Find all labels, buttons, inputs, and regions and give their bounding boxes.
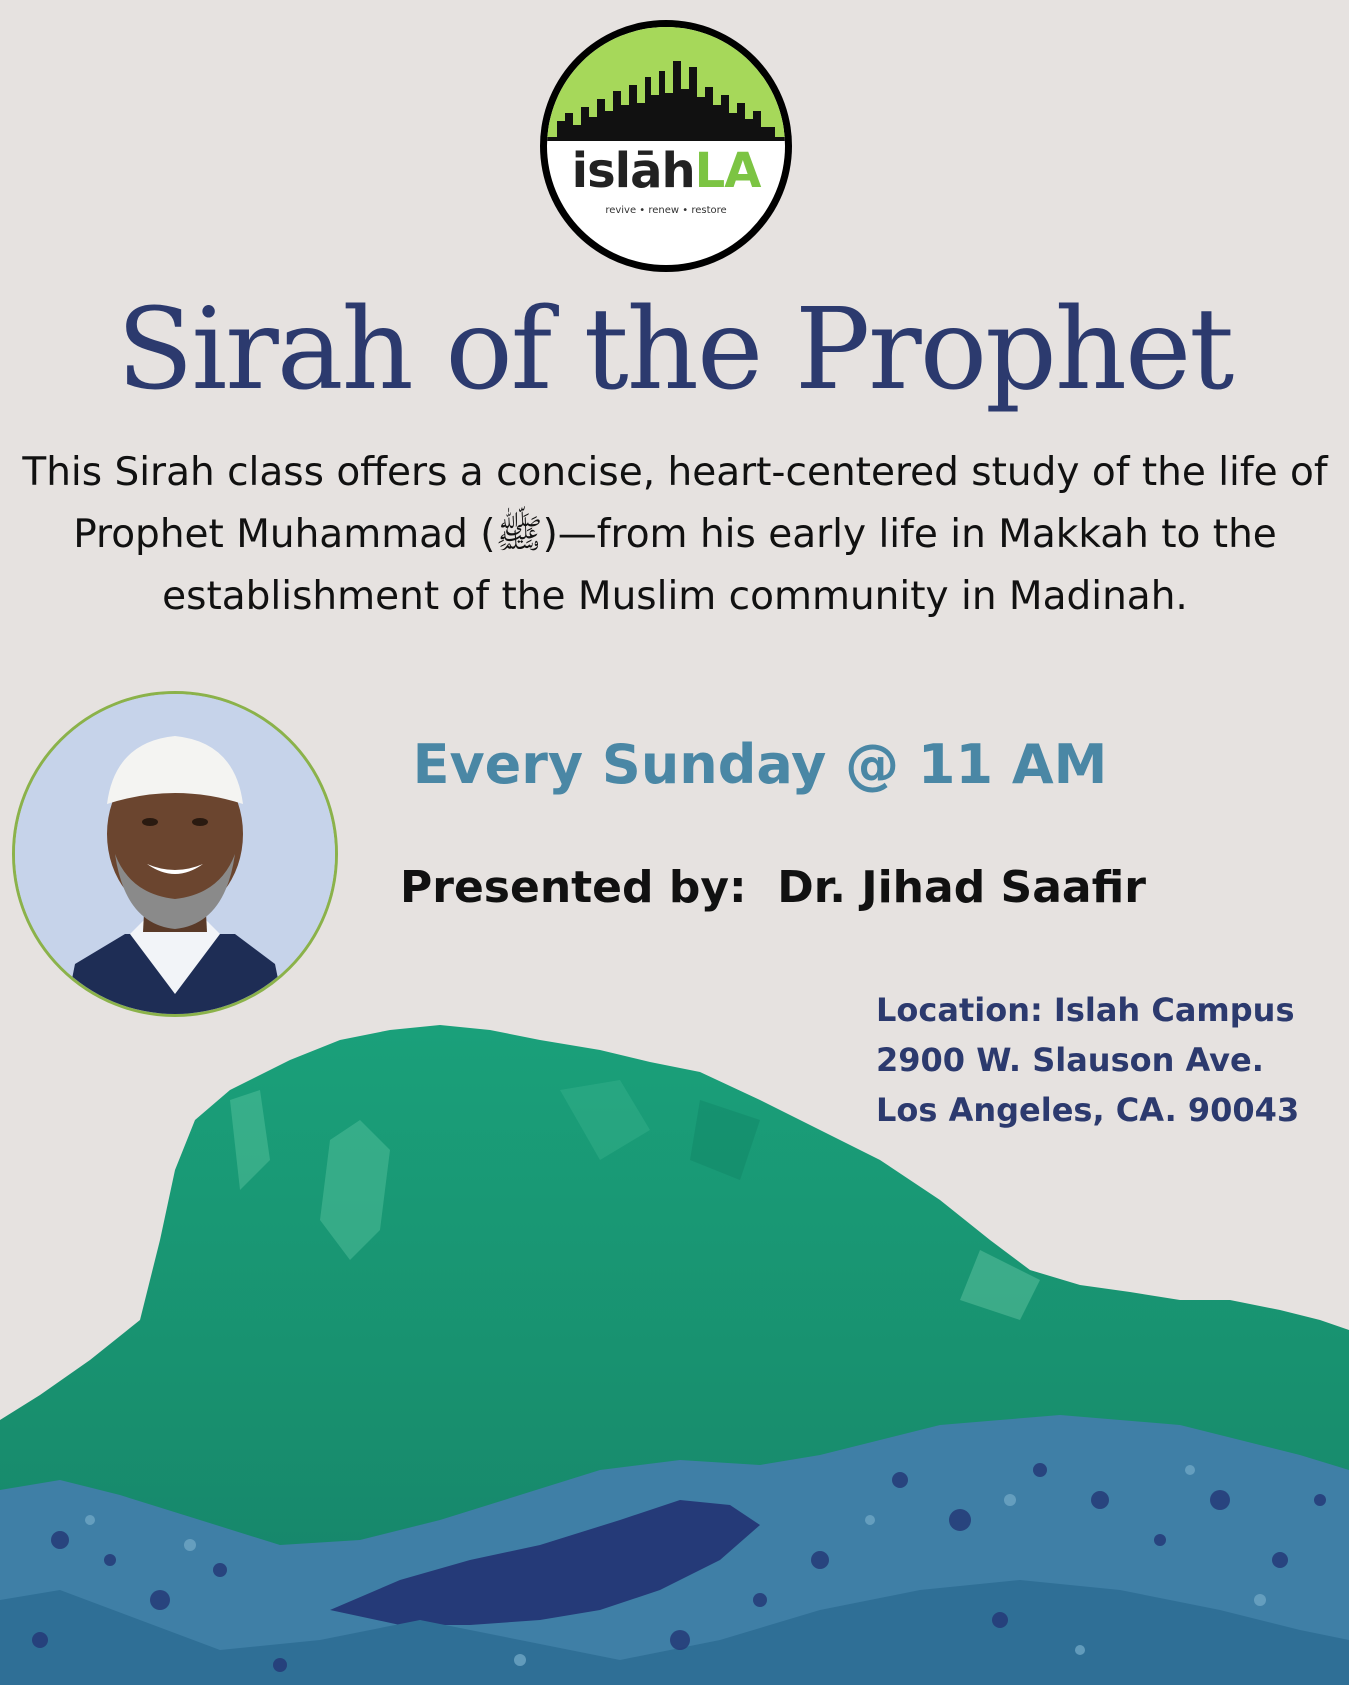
presenter-portrait: [12, 691, 338, 1017]
logo-tagline: revive • renew • restore: [605, 205, 727, 216]
presenter-line: Presented by: Dr. Jihad Saafir: [400, 862, 1146, 913]
location-line-1: Location: Islah Campus: [876, 991, 1295, 1029]
city-skyline-icon: [547, 47, 785, 147]
presenter-photo-illustration: [15, 694, 335, 1014]
location-block: [876, 985, 1336, 1135]
islah-la-logo: [540, 20, 792, 272]
location-line-2: 2900 W. Slauson Ave.: [876, 1041, 1264, 1079]
logo-name-dark: islāh: [571, 143, 695, 199]
class-description: This Sirah class offers a concise, heart-centered study of the life of Prophet Muhammad (ﷺ)—from his early life in Makkah to the establishment of the Muslim community in Madinah.: [22, 450, 1328, 619]
logo-name-green: LA: [694, 143, 761, 199]
page-title: Sirah of the Prophet: [116, 285, 1233, 415]
class-schedule: Every Sunday @ 11 AM: [412, 733, 1108, 796]
location-line-3: Los Angeles, CA. 90043: [876, 1091, 1300, 1129]
logo-wordmark: [547, 145, 785, 197]
